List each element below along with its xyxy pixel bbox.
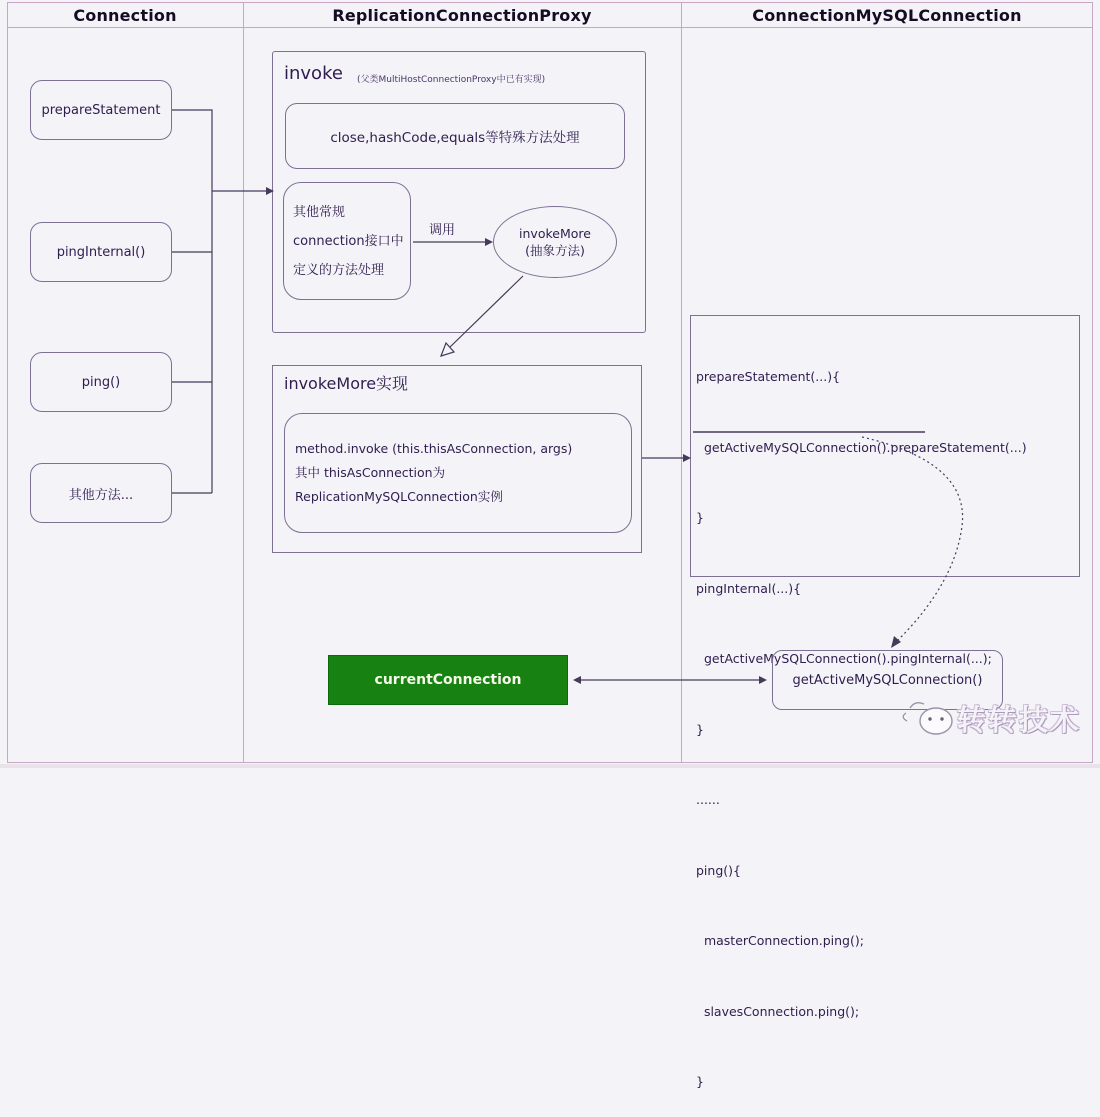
header-underline [7,27,1093,28]
invoke-more-ellipse [493,206,617,278]
column-header-replication-proxy: ReplicationConnectionProxy [332,5,592,25]
impl-body-line1: method.invoke (this.thisAsConnection, args) [295,441,573,456]
special-methods-box: close,hashCode,equals等特殊方法处理 [285,103,625,169]
column-separator-1 [243,2,244,763]
current-connection-box: currentConnection [328,655,568,705]
invoke-more-ellipse-line2: (抽象方法) [525,243,585,258]
invoke-title: invoke [284,63,343,84]
generic-methods-line3: 定义的方法处理 [293,262,385,278]
invoke-more-impl-title: invokeMore实现 [284,374,409,393]
call-arrow-label: 调用 [429,223,456,238]
code-line-5: getActiveMySQLConnection().pingInternal(...); [696,651,992,666]
code-line-11: } [696,1074,704,1089]
column-header-connection: Connection [73,5,177,25]
impl-body-line3: ReplicationMySQLConnection实例 [295,489,503,504]
method-box-other-methods: 其他方法... [30,463,172,523]
code-line-4: pingInternal(...){ [696,580,802,596]
code-line-7: ...... [696,792,720,807]
get-active-mysql-connection-box: getActiveMySQLConnection() [772,650,1003,710]
code-line-1: prepareStatement(...){ [696,369,841,384]
column-header-mysql-connection: ConnectionMySQLConnection [752,5,1022,25]
code-line-9: masterConnection.ping(); [696,933,864,948]
method-box-ping-internal: pingInternal() [30,222,172,282]
method-box-prepare-statement: prepareStatement [30,80,172,140]
method-box-ping: ping() [30,352,172,412]
code-line-2: getActiveMySQLConnection().prepareStatement(...) [696,439,1027,455]
code-line-10: slavesConnection.ping(); [696,1003,860,1019]
impl-body-line2: 其中 thisAsConnection为 [295,465,446,480]
invoke-more-ellipse-line1: invokeMore [519,226,591,241]
code-line-3: } [696,510,704,525]
generic-methods-line2: connection接口中 [293,233,404,249]
generic-methods-box [283,182,411,300]
generic-methods-line1: 其他常规 [293,204,346,220]
column-separator-2 [681,2,682,763]
watermark-brand: 转转技术 [957,703,1082,737]
code-line-8: ping(){ [696,862,741,878]
invoke-more-impl-body [284,413,632,533]
code-line-6: } [696,721,704,737]
invoke-subtitle: (父类MultiHostConnectionProxy中已有实现) [357,75,546,85]
